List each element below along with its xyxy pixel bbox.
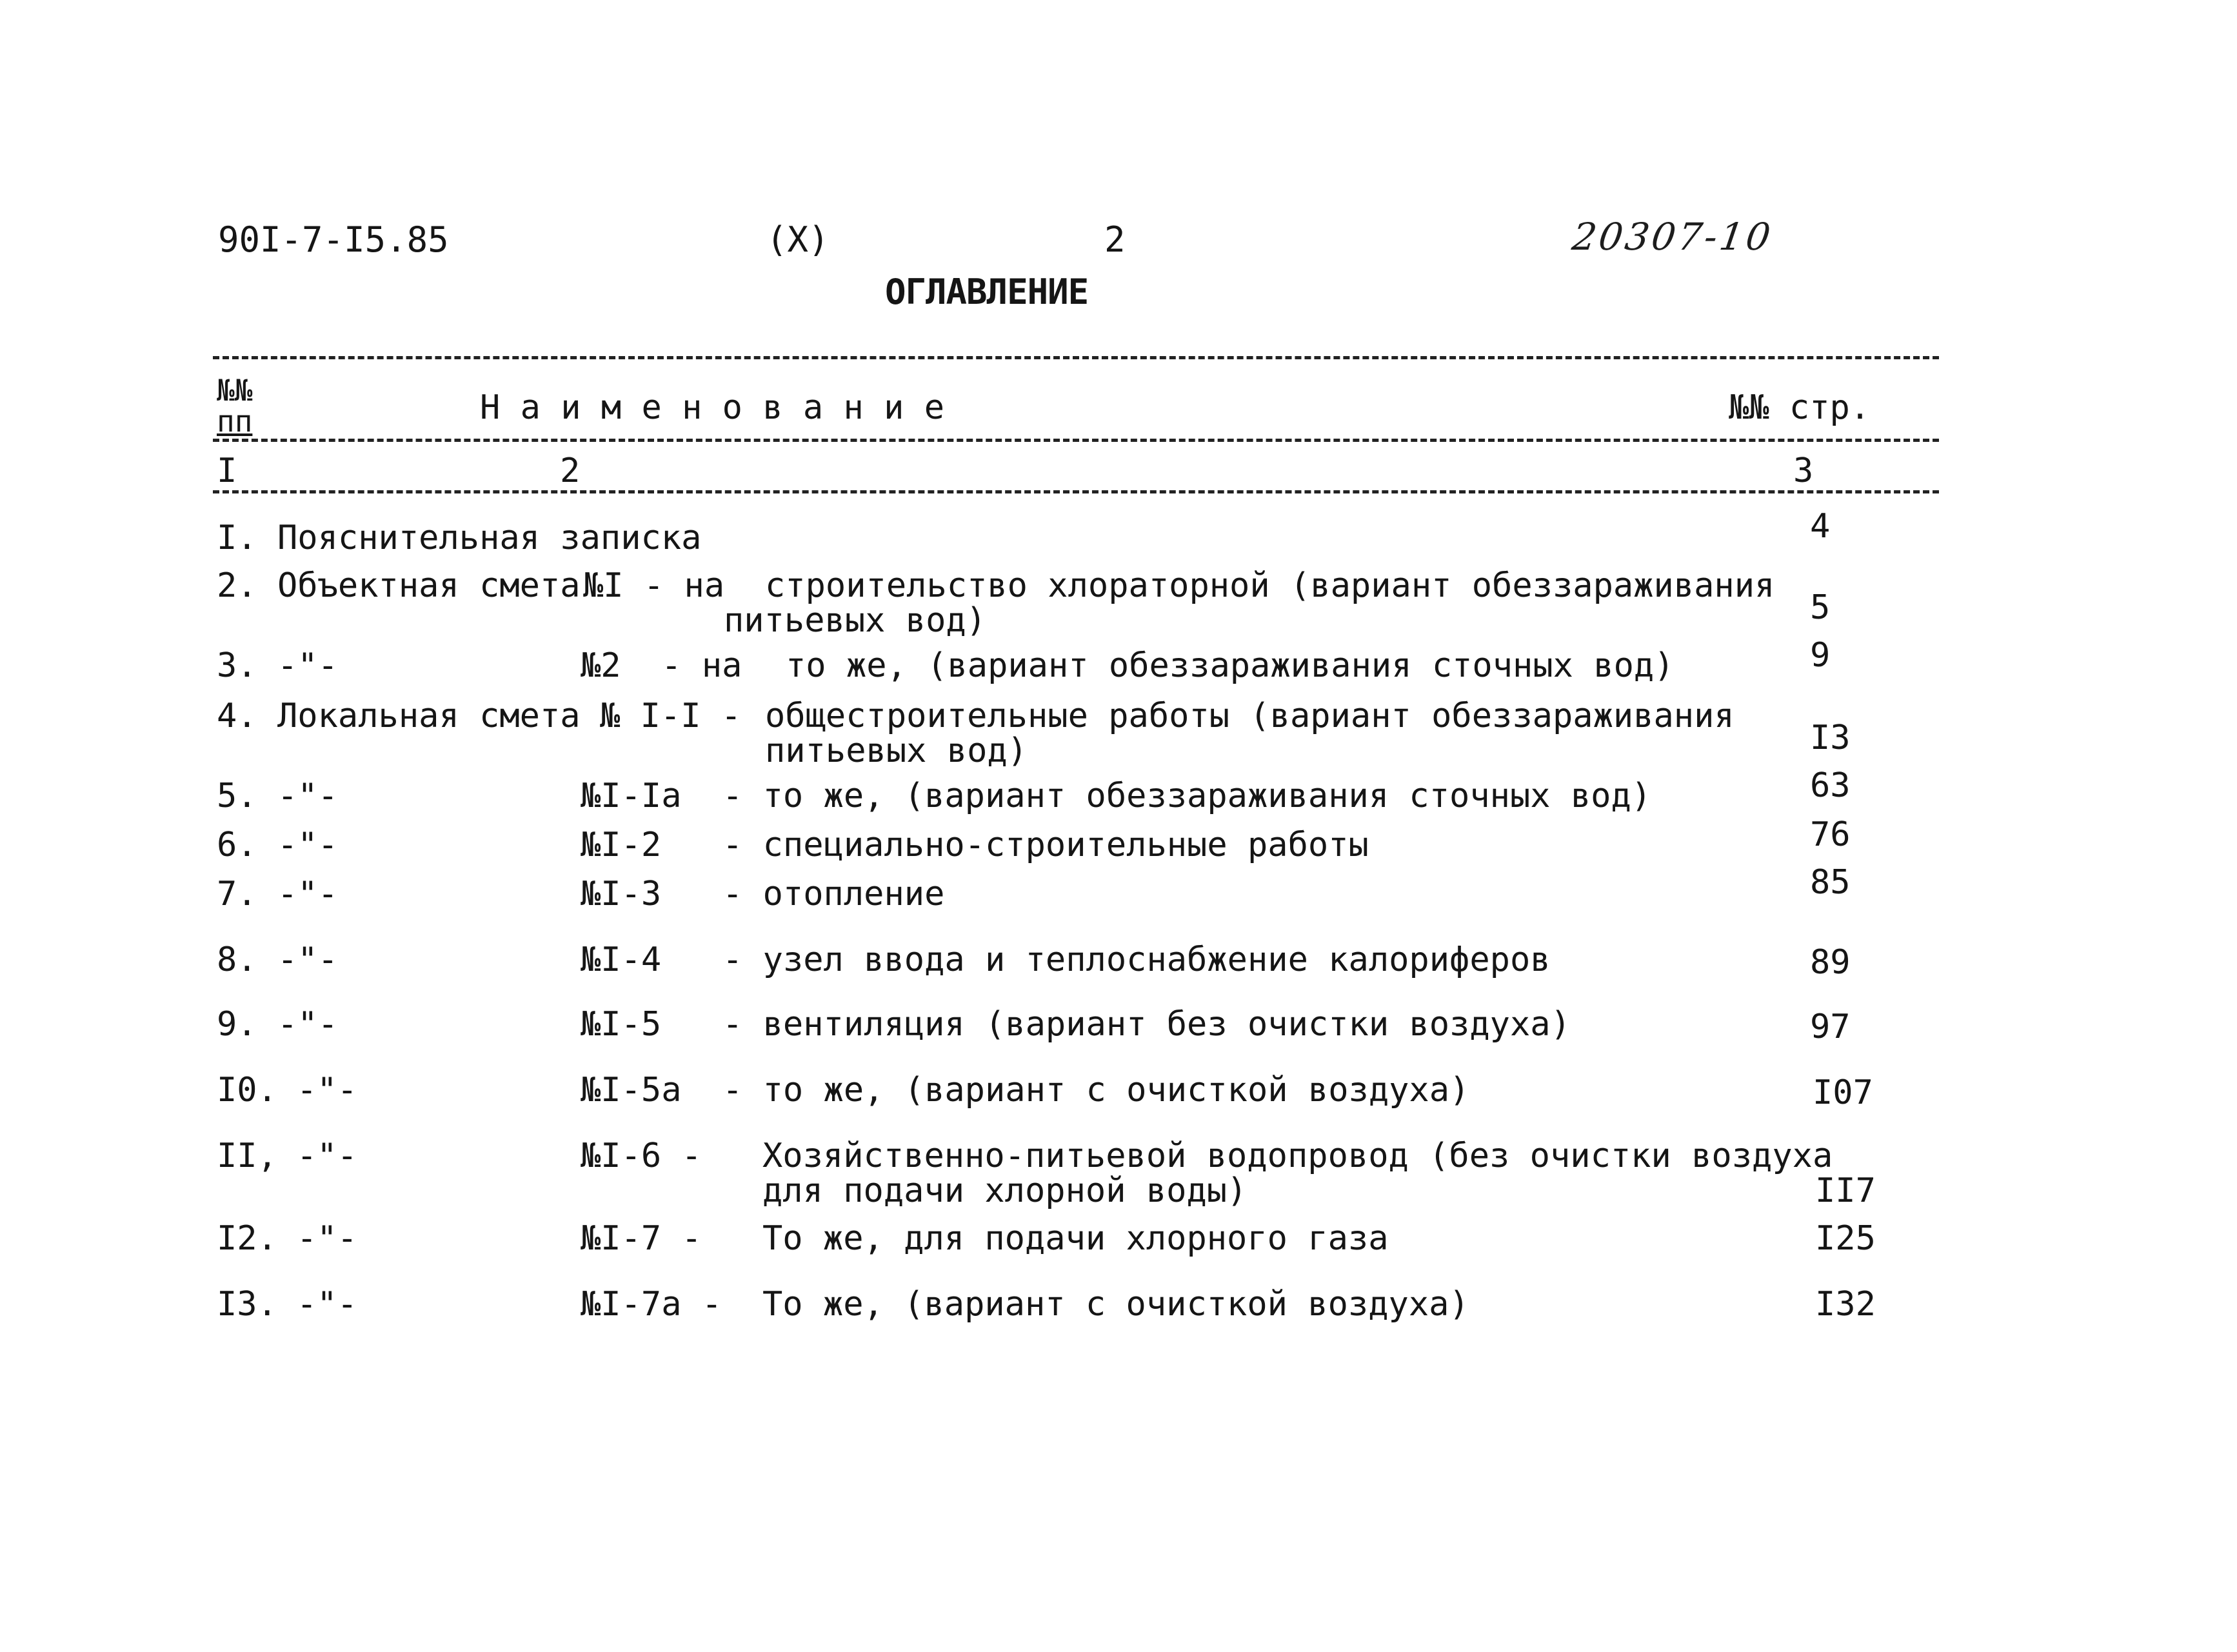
row-type: -"- <box>277 875 338 913</box>
row-reference: №I-3 <box>581 875 662 913</box>
row-page: 5 <box>1810 588 1831 627</box>
row-page: 4 <box>1810 507 1831 546</box>
row-page: II7 <box>1815 1171 1876 1210</box>
row-description-continued: для подачи хлорной воды) <box>762 1171 1248 1210</box>
row-description-continued: питьевых вод) <box>724 601 986 640</box>
row-description: - то же, (вариант обеззараживания сточных вод) <box>722 777 1652 815</box>
row-type: -"- <box>297 1071 357 1110</box>
row-number: 8. <box>217 940 257 979</box>
page-number: 2 <box>1104 219 1126 260</box>
row-description: - то же, (вариант с очисткой воздуха) <box>722 1071 1470 1110</box>
row-number: 9. <box>217 1005 257 1044</box>
archive-stamp: 20307-10 <box>1569 215 1776 259</box>
row-description: - отопление <box>722 875 945 913</box>
row-description: строительство хлораторной (вариант обеззараживания <box>765 566 1775 605</box>
row-type: -"- <box>277 1005 338 1044</box>
row-page: I25 <box>1815 1219 1876 1258</box>
row-type: -"- <box>297 1137 357 1175</box>
row-description: То же, для подачи хлорного газа <box>762 1219 1389 1258</box>
column-header-number-line1: №№ <box>217 373 253 408</box>
row-number: 6. <box>217 826 257 864</box>
row-description: - узел ввода и теплоснабжение калориферов <box>722 940 1551 979</box>
row-type: -"- <box>277 646 338 685</box>
row-reference: №I-7а - <box>581 1285 722 1324</box>
row-description: Хозяйственно-питьевой водопровод (без очистки воздуха <box>762 1137 1833 1175</box>
page-title: ОГЛАВЛЕНИЕ <box>885 272 1089 312</box>
row-type: Объектная смета <box>277 566 581 605</box>
column-index-3: 3 <box>1793 452 1814 490</box>
row-reference: №I-7 - <box>581 1219 702 1258</box>
row-reference: № I-I - <box>600 697 742 735</box>
row-page: 63 <box>1810 766 1851 805</box>
row-reference: №I-5а <box>581 1071 682 1110</box>
document-code: 90I-7-I5.85 <box>218 219 449 260</box>
row-number: II, <box>217 1137 277 1175</box>
row-description: - вентиляция (вариант без очистки воздуха) <box>722 1005 1571 1044</box>
row-page: I07 <box>1813 1073 1873 1112</box>
column-header-page: №№ стр. <box>1729 388 1871 427</box>
row-type: Пояснительная записка <box>277 519 702 557</box>
row-reference: №I-6 - <box>581 1137 702 1175</box>
row-reference: №2 - на <box>581 646 742 685</box>
row-type: -"- <box>297 1219 357 1258</box>
row-reference: №I - на <box>583 566 725 605</box>
column-index-2: 2 <box>560 452 581 490</box>
row-page: I32 <box>1815 1285 1876 1324</box>
row-description: То же, (вариант с очисткой воздуха) <box>762 1285 1469 1324</box>
row-number: I0. <box>217 1071 277 1110</box>
row-page: 85 <box>1810 863 1851 902</box>
row-page: 9 <box>1810 636 1831 675</box>
row-type: Локальная смета <box>277 697 581 735</box>
row-page: 89 <box>1810 943 1851 982</box>
document-mark: (X) <box>766 219 830 260</box>
column-index-1: I <box>217 452 237 490</box>
row-page: 76 <box>1810 815 1851 854</box>
row-number: 3. <box>217 646 257 685</box>
row-number: I3. <box>217 1285 277 1324</box>
row-reference: №I-2 <box>581 826 662 864</box>
row-description: то же, (вариант обеззараживания сточных вод) <box>786 646 1675 685</box>
row-type: -"- <box>277 940 338 979</box>
row-description: - специально-строительные работы <box>722 826 1369 864</box>
row-description: общестроительные работы (вариант обеззараживания <box>765 697 1735 735</box>
row-reference: №I-5 <box>581 1005 662 1044</box>
table-top-rule <box>213 356 1939 359</box>
row-page: I3 <box>1810 719 1851 757</box>
row-number: 5. <box>217 777 257 815</box>
row-number: I2. <box>217 1219 277 1258</box>
row-number: 7. <box>217 875 257 913</box>
row-type: -"- <box>297 1285 357 1324</box>
row-page: 97 <box>1810 1008 1851 1046</box>
row-reference: №I-4 <box>581 940 662 979</box>
row-number: 2. <box>217 566 257 605</box>
row-number: I. <box>217 519 257 557</box>
row-reference: №I-Iа <box>581 777 682 815</box>
row-type: -"- <box>277 777 338 815</box>
row-description-continued: питьевых вод) <box>765 731 1028 770</box>
row-number: 4. <box>217 697 257 735</box>
table-index-rule <box>213 490 1939 493</box>
row-type: -"- <box>277 826 338 864</box>
table-header-rule <box>213 439 1939 442</box>
column-header-number-line2: пп <box>217 404 253 439</box>
column-header-name: Н а и м е н о в а н и е <box>480 388 945 427</box>
